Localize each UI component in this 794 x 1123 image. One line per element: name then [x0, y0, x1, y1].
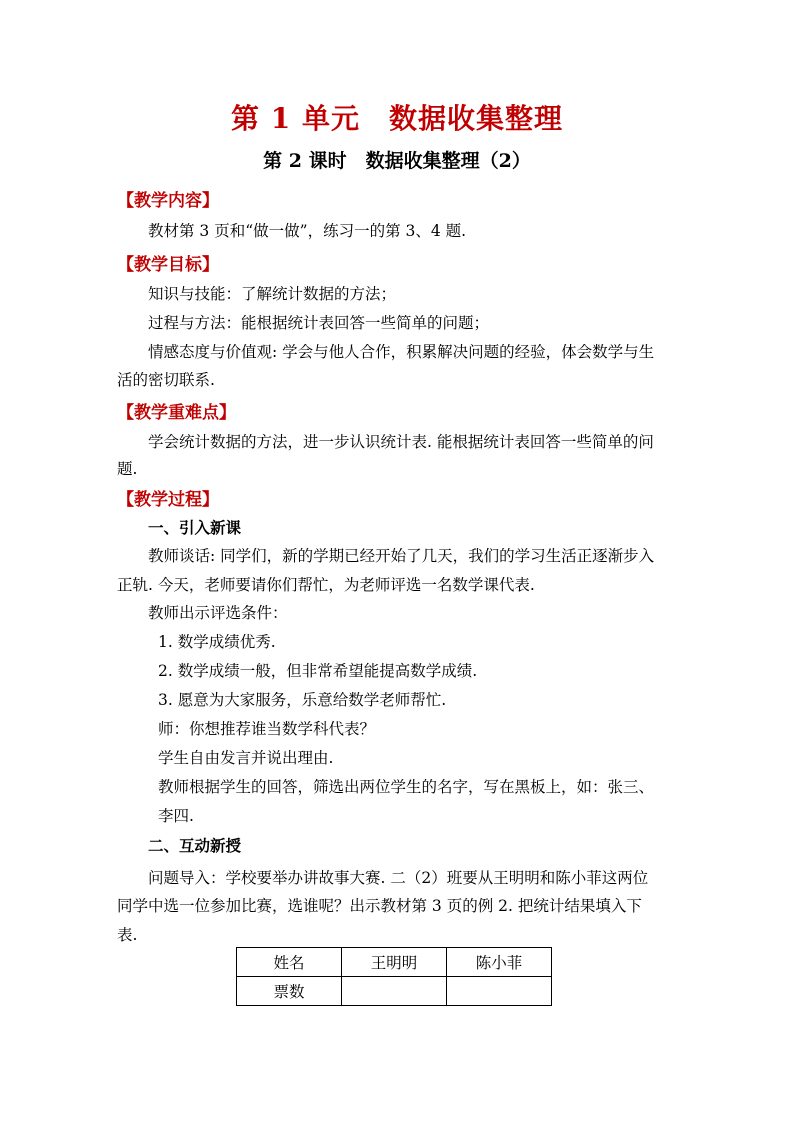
- table-row-label-votes: 票数: [237, 977, 342, 1006]
- student-response: 学生自由发言并说出理由.: [158, 749, 334, 767]
- teacher-talk-line1: 教师谈话: 同学们，新的学期已经开始了几天，我们的学习生活正逐渐步入: [148, 547, 655, 565]
- section-heading-goals: 【教学目标】: [117, 255, 219, 275]
- table-row: [237, 948, 552, 977]
- part1-title: 一、引入新课: [148, 518, 242, 537]
- problem-intro-line1: 问题导入：学校要举办讲故事大赛. 二（2）班要从王明明和陈小菲这两位: [148, 869, 649, 887]
- content-text: 教材第 3 页和“做一做”，练习一的第 3、4 题.: [148, 222, 467, 240]
- table-header-candidate-2: 陈小菲: [447, 948, 552, 977]
- vote-table: [236, 947, 552, 1006]
- section-heading-content: 【教学内容】: [117, 191, 219, 211]
- table-row: [237, 977, 552, 1006]
- criteria-intro: 教师出示评选条件：: [148, 604, 288, 622]
- teacher-talk-line2: 正轨. 今天，老师要请你们帮忙，为老师评选一名数学课代表.: [117, 576, 535, 594]
- difficulties-line2: 题.: [117, 460, 138, 478]
- document-title: 第 1 单元 数据收集整理: [231, 102, 563, 135]
- difficulties-line1: 学会统计数据的方法，进一步认识统计表. 能根据统计表回答一些简单的问: [148, 433, 654, 451]
- goal-knowledge: 知识与技能：了解统计数据的方法；: [148, 285, 397, 303]
- teacher-select-line1: 教师根据学生的回答，筛选出两位学生的名字，写在黑板上，如：张三、: [158, 778, 655, 796]
- goal-attitude-line2: 活的密切联系.: [117, 371, 215, 389]
- part2-title: 二、互动新授: [148, 836, 242, 855]
- goal-attitude-line1: 情感态度与价值观: 学会与他人合作，积累解决问题的经验，体会数学与生: [148, 343, 655, 361]
- table-header-name: 姓名: [237, 948, 342, 977]
- table-cell-votes-1: [342, 977, 447, 1006]
- criteria-item-3: 3. 愿意为大家服务，乐意给数学老师帮忙.: [158, 691, 447, 709]
- lesson-subtitle: 第 2 课时 数据收集整理（2）: [263, 150, 531, 172]
- table-header-candidate-1: 王明明: [342, 948, 447, 977]
- problem-intro-line2: 同学中选一位参加比赛，选谁呢？出示教材第 3 页的例 2. 把统计结果填入下: [117, 897, 642, 915]
- criteria-item-1: 1. 数学成绩优秀.: [158, 633, 276, 651]
- criteria-item-2: 2. 数学成绩一般，但非常希望能提高数学成绩.: [158, 662, 478, 680]
- section-heading-process: 【教学过程】: [117, 490, 219, 510]
- teacher-select-line2: 李四.: [158, 807, 194, 825]
- section-heading-difficulties: 【教学重难点】: [117, 403, 236, 423]
- teacher-question: 师：你想推荐谁当数学科代表？: [158, 720, 376, 738]
- table-cell-votes-2: [447, 977, 552, 1006]
- goal-process: 过程与方法：能根据统计表回答一些简单的问题；: [148, 314, 490, 332]
- problem-intro-line3: 表.: [117, 926, 138, 944]
